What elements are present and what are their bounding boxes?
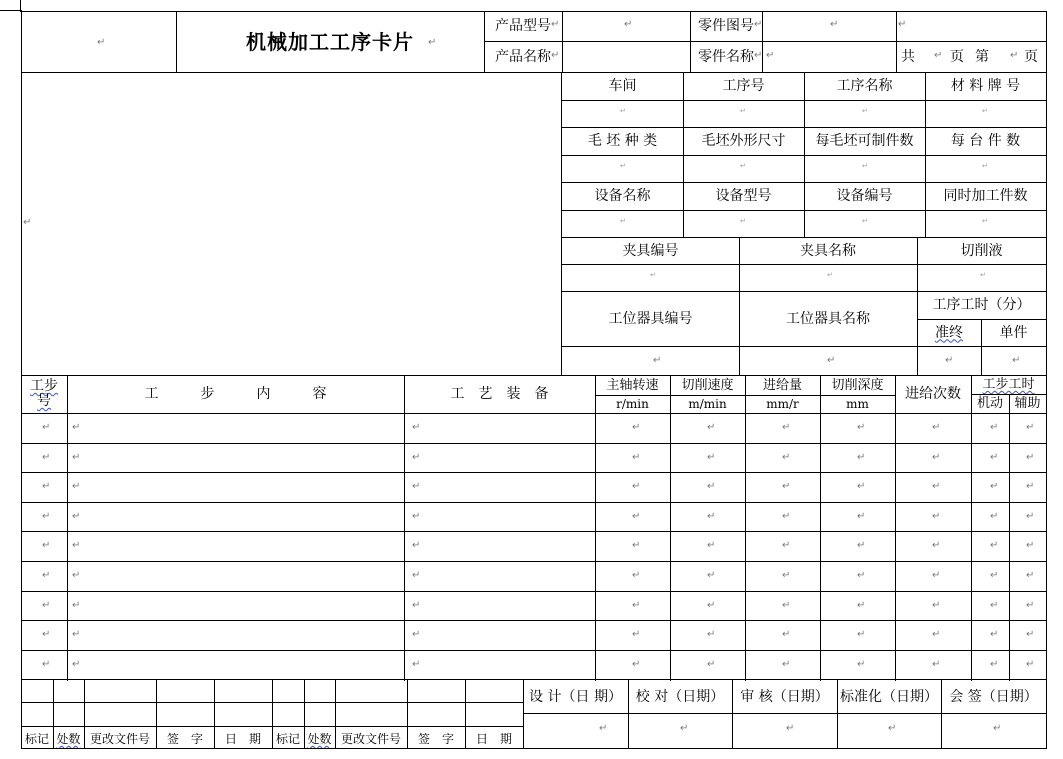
para-mark: ↵ <box>412 570 421 581</box>
para-mark: ↵ <box>620 107 626 115</box>
grid-line <box>981 319 982 376</box>
para-mark: ↵ <box>412 452 421 463</box>
grid-line <box>21 561 1047 562</box>
grid-line <box>562 100 1047 101</box>
grid-line <box>465 680 466 749</box>
blank-size-label: 毛坯外形尺寸 <box>701 133 786 149</box>
part-name-label: 零件名称 <box>698 48 754 65</box>
para-mark: ↵ <box>993 723 1002 734</box>
para-mark: ↵ <box>754 19 763 30</box>
para-mark: ↵ <box>857 600 866 611</box>
simultaneous-parts-label: 同时加工件数 <box>943 188 1028 204</box>
grid-line <box>670 375 671 681</box>
para-mark: ↵ <box>782 570 791 581</box>
para-mark: ↵ <box>827 355 836 366</box>
grid-line <box>21 591 1047 592</box>
material-grade-label: 材 料 牌 号 <box>950 78 1021 94</box>
grid-line <box>917 237 918 376</box>
para-mark: ↵ <box>932 511 941 522</box>
revision-mark-label-2: 标记 <box>275 732 300 746</box>
para-mark: ↵ <box>42 600 51 611</box>
para-mark: ↵ <box>97 37 106 48</box>
para-mark: ↵ <box>72 422 81 433</box>
para-mark: ↵ <box>632 600 641 611</box>
para-mark: ↵ <box>982 217 988 225</box>
grid-line <box>820 375 821 681</box>
para-mark: ↵ <box>707 540 716 551</box>
grid-line <box>595 395 896 396</box>
para-mark: ↵ <box>782 452 791 463</box>
para-mark: ↵ <box>782 481 791 492</box>
grid-line <box>21 11 22 749</box>
para-mark: ↵ <box>888 723 897 734</box>
para-mark: ↵ <box>740 107 746 115</box>
grid-line <box>971 375 972 681</box>
para-mark: ↵ <box>707 570 716 581</box>
para-mark: ↵ <box>1026 540 1035 551</box>
para-mark: ↵ <box>932 659 941 670</box>
para-mark: ↵ <box>632 452 641 463</box>
grid-line <box>837 680 838 749</box>
grid-line <box>562 237 1047 238</box>
para-mark: ↵ <box>932 540 941 551</box>
para-mark: ↵ <box>72 570 81 581</box>
para-mark: ↵ <box>42 511 51 522</box>
para-mark: ↵ <box>862 162 868 170</box>
para-mark: ↵ <box>857 481 866 492</box>
revision-mark-label-1: 标记 <box>24 732 49 746</box>
para-mark: ↵ <box>990 570 999 581</box>
para-mark: ↵ <box>23 217 32 228</box>
change-doc-label-1: 更改文件号 <box>89 732 150 746</box>
prep-final-time-label: 准终 <box>935 324 963 341</box>
para-mark: ↵ <box>990 600 999 611</box>
para-mark: ↵ <box>932 570 941 581</box>
para-mark: ↵ <box>990 659 999 670</box>
para-mark: ↵ <box>707 629 716 640</box>
equipment-model-label: 设备型号 <box>715 188 772 204</box>
para-mark: ↵ <box>857 452 866 463</box>
para-mark: ↵ <box>72 659 81 670</box>
per-unit-time-label: 单件 <box>999 324 1028 341</box>
grid-line <box>484 41 1047 42</box>
grid-line <box>156 680 157 749</box>
para-mark: ↵ <box>72 629 81 640</box>
grid-line <box>562 155 1047 156</box>
para-mark: ↵ <box>624 19 633 30</box>
para-mark: ↵ <box>982 107 988 115</box>
grid-line <box>561 72 562 376</box>
machine-time-header: 机动 <box>976 396 1003 411</box>
product-model-label: 产品型号 <box>495 18 551 34</box>
para-mark: ↵ <box>42 540 51 551</box>
cutting-speed-header: 切削速度 <box>681 377 734 393</box>
grid-line <box>595 375 596 681</box>
para-mark: ↵ <box>1026 570 1035 581</box>
card-title: 机械加工工序卡片 <box>246 29 414 54</box>
grid-line <box>739 237 740 376</box>
para-mark: ↵ <box>632 511 641 522</box>
para-mark: ↵ <box>932 481 941 492</box>
para-mark: ↵ <box>412 422 421 433</box>
para-mark: ↵ <box>42 452 51 463</box>
para-mark: ↵ <box>551 50 560 61</box>
pieces-per-unit-label: 每 台 件 数 <box>950 133 1021 149</box>
para-mark: ↵ <box>740 162 746 170</box>
date-label-1: 日 期 <box>224 732 261 746</box>
grid-line <box>21 726 524 727</box>
para-mark: ↵ <box>857 659 866 670</box>
para-mark: ↵ <box>412 511 421 522</box>
grid-line <box>176 11 177 73</box>
cutting-speed-unit: m/min <box>688 397 727 411</box>
grid-line <box>690 11 691 73</box>
page-index-unit: 页 <box>1024 48 1038 65</box>
para-mark: ↵ <box>707 511 716 522</box>
aux-time-header: 辅助 <box>1014 396 1041 411</box>
para-mark: ↵ <box>428 37 437 48</box>
para-mark: ↵ <box>782 422 791 433</box>
para-mark: ↵ <box>782 600 791 611</box>
grid-line <box>1046 11 1047 749</box>
para-mark: ↵ <box>782 511 791 522</box>
grid-line <box>21 472 1047 473</box>
page-total-label: 共 <box>901 48 915 65</box>
equipment-no-label: 设备编号 <box>836 188 893 204</box>
feed-header: 进给量 <box>762 377 802 393</box>
para-mark: ↵ <box>412 600 421 611</box>
para-mark: ↵ <box>857 511 866 522</box>
grid-line <box>21 375 1047 376</box>
para-mark: ↵ <box>862 217 868 225</box>
part-drawing-no-label: 零件图号 <box>698 18 754 34</box>
product-name-label: 产品名称 <box>495 48 551 65</box>
para-mark: ↵ <box>990 511 999 522</box>
para-mark: ↵ <box>42 481 51 492</box>
grid-line <box>941 680 942 749</box>
countersign-label: 会 签（日期） <box>949 688 1038 705</box>
para-mark: ↵ <box>990 629 999 640</box>
para-mark: ↵ <box>782 659 791 670</box>
depth-unit: mm <box>846 397 869 411</box>
para-mark: ↵ <box>707 452 716 463</box>
para-mark: ↵ <box>898 19 907 30</box>
equipment-header: 工 艺 装 备 <box>450 386 549 402</box>
para-mark: ↵ <box>72 452 81 463</box>
coolant-label: 切削液 <box>960 242 1003 259</box>
para-mark: ↵ <box>1026 481 1035 492</box>
para-mark: ↵ <box>934 50 943 61</box>
station-tool-no-label: 工位器具编号 <box>608 310 693 327</box>
grid-line <box>562 11 563 73</box>
para-mark: ↵ <box>1026 659 1035 670</box>
para-mark: ↵ <box>932 629 941 640</box>
station-tool-name-label: 工位器具名称 <box>786 310 870 327</box>
feed-unit: mm/r <box>766 397 799 411</box>
para-mark: ↵ <box>599 723 608 734</box>
para-mark: ↵ <box>632 540 641 551</box>
grid-line <box>21 72 1047 73</box>
para-mark: ↵ <box>1026 452 1035 463</box>
para-mark: ↵ <box>632 422 641 433</box>
grid-line <box>895 375 896 681</box>
signature-label-2: 签 字 <box>417 732 454 746</box>
para-mark: ↵ <box>707 422 716 433</box>
grid-line <box>562 346 1047 347</box>
standardize-label: 标准化（日期） <box>840 688 938 705</box>
spindle-speed-header: 主轴转速 <box>606 377 659 393</box>
grid-line <box>971 394 1047 395</box>
para-mark: ↵ <box>857 540 866 551</box>
para-mark: ↵ <box>982 162 988 170</box>
change-doc-label-2: 更改文件号 <box>340 732 401 746</box>
para-mark: ↵ <box>830 19 839 30</box>
para-mark: ↵ <box>945 355 954 366</box>
fixture-no-label: 夹具编号 <box>622 242 679 259</box>
para-mark: ↵ <box>857 570 866 581</box>
grid-line <box>1009 394 1010 681</box>
grid-line <box>214 680 215 749</box>
grid-line <box>67 375 68 681</box>
para-mark: ↵ <box>632 570 641 581</box>
page-index-label: 第 <box>975 48 989 65</box>
grid-line <box>21 748 1047 749</box>
para-mark: ↵ <box>990 452 999 463</box>
para-mark: ↵ <box>707 481 716 492</box>
para-mark: ↵ <box>72 540 81 551</box>
para-mark: ↵ <box>857 422 866 433</box>
para-mark: ↵ <box>932 422 941 433</box>
para-mark: ↵ <box>786 723 795 734</box>
grid-line <box>523 680 524 749</box>
para-mark: ↵ <box>650 271 656 279</box>
grid-line <box>53 680 54 749</box>
passes-header: 进给次数 <box>905 386 961 402</box>
process-no-label: 工序号 <box>722 78 765 94</box>
para-mark: ↵ <box>42 422 51 433</box>
grid-line <box>21 11 1047 12</box>
para-mark: ↵ <box>862 107 868 115</box>
grid-line <box>562 291 1047 292</box>
para-mark: ↵ <box>707 659 716 670</box>
para-mark: ↵ <box>632 629 641 640</box>
para-mark: ↵ <box>632 481 641 492</box>
para-mark: ↵ <box>412 629 421 640</box>
grid-line <box>335 680 336 749</box>
grid-line <box>484 11 485 73</box>
para-mark: ↵ <box>754 50 763 61</box>
grid-line <box>20 0 21 12</box>
para-mark: ↵ <box>707 600 716 611</box>
para-mark: ↵ <box>1026 422 1035 433</box>
para-mark: ↵ <box>782 540 791 551</box>
blank-type-label: 毛 坯 种 类 <box>587 133 658 149</box>
para-mark: ↵ <box>653 355 662 366</box>
depth-header: 切削深度 <box>831 377 884 393</box>
grid-line <box>562 127 1047 128</box>
para-mark: ↵ <box>1026 511 1035 522</box>
grid-line <box>21 443 1047 444</box>
grid-line <box>84 680 85 749</box>
para-mark: ↵ <box>620 162 626 170</box>
fixture-name-label: 夹具名称 <box>800 242 856 259</box>
para-mark: ↵ <box>932 452 941 463</box>
para-mark: ↵ <box>1026 629 1035 640</box>
para-mark: ↵ <box>632 659 641 670</box>
grid-line <box>0 10 22 11</box>
para-mark: ↵ <box>980 271 986 279</box>
para-mark: ↵ <box>990 422 999 433</box>
para-mark: ↵ <box>766 50 775 61</box>
revision-count-label-2: 处数 <box>307 732 332 746</box>
grid-line <box>21 531 1047 532</box>
para-mark: ↵ <box>42 659 51 670</box>
grid-line <box>896 11 897 73</box>
grid-line <box>407 680 408 749</box>
equipment-name-label: 设备名称 <box>594 188 651 204</box>
para-mark: ↵ <box>782 629 791 640</box>
grid-line <box>562 182 1047 183</box>
process-time-label: 工序工时（分） <box>932 297 1031 313</box>
para-mark: ↵ <box>412 481 421 492</box>
pieces-per-blank-label: 每毛坯可制件数 <box>815 133 914 149</box>
para-mark: ↵ <box>72 511 81 522</box>
grid-line <box>21 702 524 703</box>
para-mark: ↵ <box>857 629 866 640</box>
step-no-header: 工步号 <box>30 378 58 409</box>
grid-line <box>272 680 273 749</box>
check-label: 校 对（日期） <box>635 688 725 705</box>
grid-line <box>762 11 763 73</box>
step-time-header: 工步工时 <box>982 377 1035 392</box>
para-mark: ↵ <box>932 600 941 611</box>
workshop-label: 车间 <box>608 78 637 94</box>
grid-line <box>523 713 1047 714</box>
signature-label-1: 签 字 <box>166 732 203 746</box>
grid-line <box>404 375 405 681</box>
para-mark: ↵ <box>1026 600 1035 611</box>
para-mark: ↵ <box>990 540 999 551</box>
grid-line <box>732 680 733 749</box>
grid-line <box>21 620 1047 621</box>
para-mark: ↵ <box>990 481 999 492</box>
process-name-label: 工序名称 <box>836 78 893 94</box>
para-mark: ↵ <box>412 540 421 551</box>
para-mark: ↵ <box>72 481 81 492</box>
para-mark: ↵ <box>1010 50 1019 61</box>
spindle-speed-unit: r/min <box>616 397 649 411</box>
grid-line <box>21 650 1047 651</box>
para-mark: ↵ <box>42 570 51 581</box>
date-label-2: 日 期 <box>475 732 512 746</box>
para-mark: ↵ <box>72 600 81 611</box>
grid-line <box>745 375 746 681</box>
design-label: 设 计（日 期） <box>529 688 622 705</box>
grid-line <box>917 319 1047 320</box>
grid-line <box>21 413 1047 414</box>
para-mark: ↵ <box>740 217 746 225</box>
para-mark: ↵ <box>827 271 833 279</box>
grid-line <box>628 680 629 749</box>
para-mark: ↵ <box>680 723 689 734</box>
para-mark: ↵ <box>42 629 51 640</box>
review-label: 审 核（日期） <box>740 688 829 705</box>
grid-line <box>562 264 1047 265</box>
revision-count-label-1: 处数 <box>56 732 81 746</box>
grid-line <box>21 679 1047 680</box>
para-mark: ↵ <box>620 217 626 225</box>
grid-line <box>562 210 1047 211</box>
step-content-header: 工 步 内 容 <box>144 386 327 402</box>
para-mark: ↵ <box>412 659 421 670</box>
grid-line <box>304 680 305 749</box>
page-total-unit: 页 <box>950 48 964 65</box>
para-mark: ↵ <box>1012 355 1021 366</box>
para-mark: ↵ <box>551 19 560 30</box>
grid-line <box>21 502 1047 503</box>
